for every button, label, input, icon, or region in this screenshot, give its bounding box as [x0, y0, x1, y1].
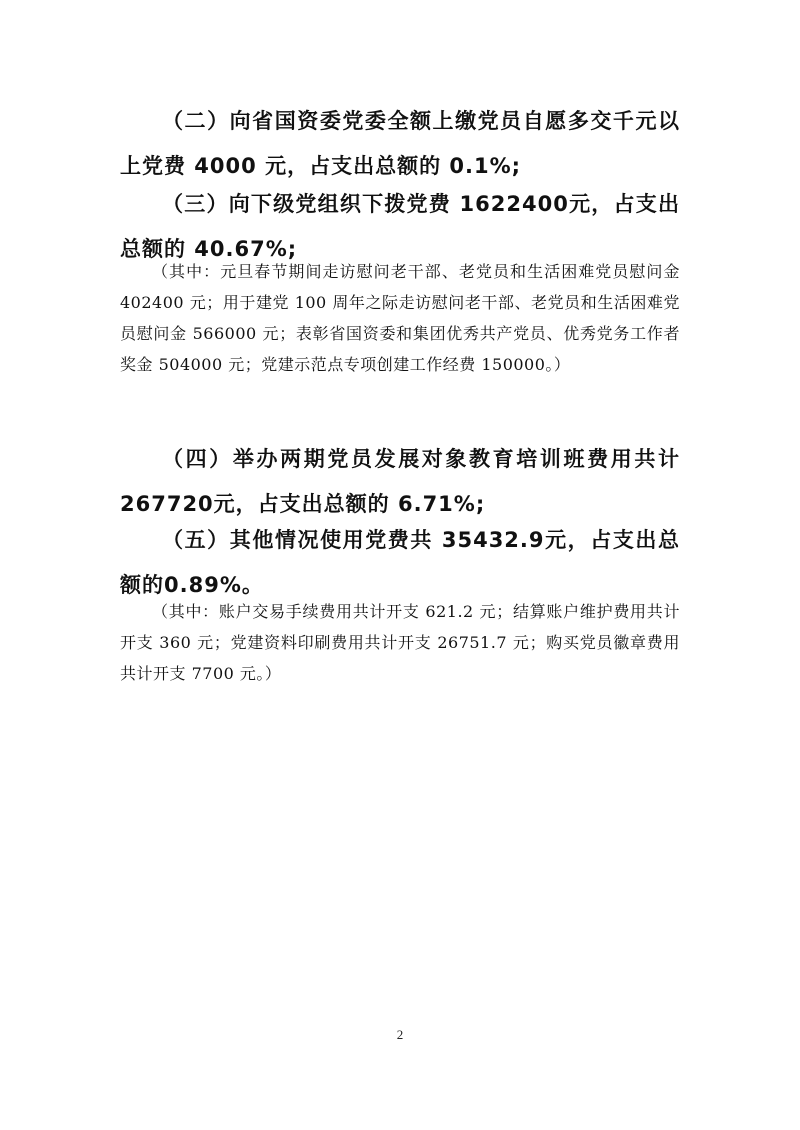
section-two-paragraph: （二）向省国资委党委全额上缴党员自愿多交千元以上党费 4000 元，占支出总额的 0.1%; — [120, 109, 680, 178]
section-four-paragraph: （四）举办两期党员发展对象教育培训班费用共计267720元，占支出总额的 6.71%; — [120, 447, 680, 516]
page-number: 2 — [396, 1027, 404, 1042]
section-five-paragraph: （五）其他情况使用党费共 35432.9元，占支出总额的0.89%。 — [120, 528, 680, 597]
section-five-detail-note: （其中：账户交易手续费用共计开支 621.2 元；结算账户维护费用共计开支 360 元；党建资料印刷费用共计开支 26751.7 元；购买党员徽章费用共计开支 7700 元。） — [120, 602, 680, 683]
section-three-paragraph: （三）向下级党组织下拨党费 1622400元，占支出总额的 40.67%; — [120, 192, 680, 261]
section-three-detail-note: （其中：元旦春节期间走访慰问老干部、老党员和生活困难党员慰问金 402400 元；用于建党 100 周年之际走访慰问老干部、老党员和生活困难党员慰问金 566000 元；表彰省国资委和集团优秀共产党员、优秀党务工作者奖金 504000 元；党建示范点专项创建工作经费 150000。） — [120, 262, 680, 374]
